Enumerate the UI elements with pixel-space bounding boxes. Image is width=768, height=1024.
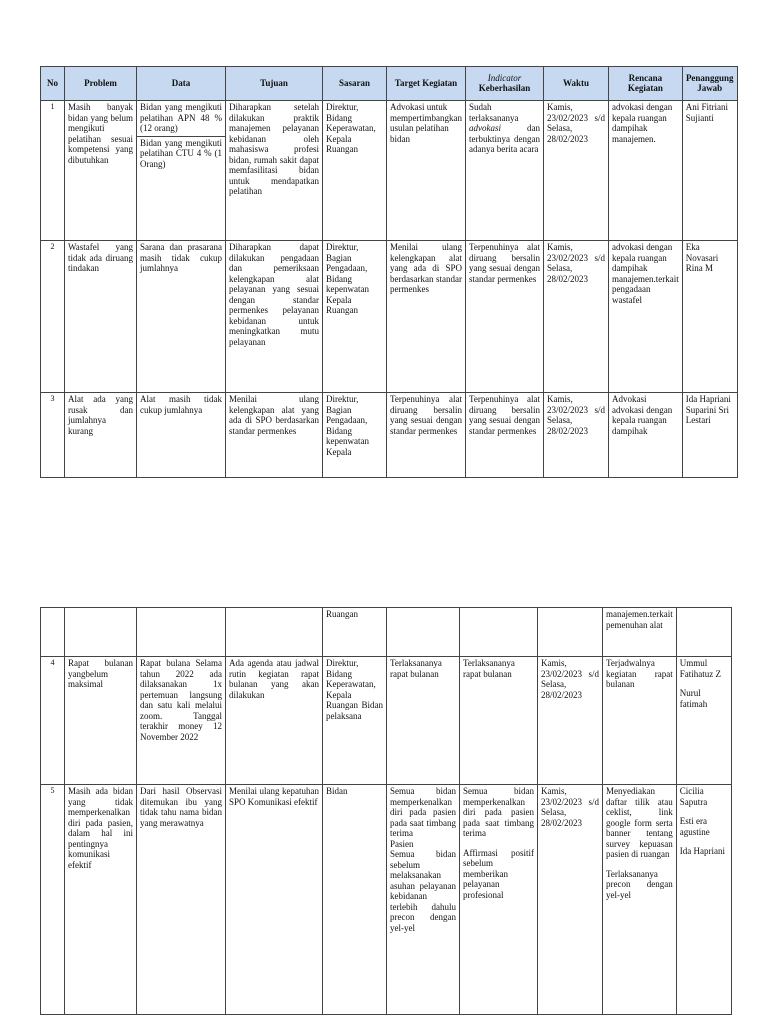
row-number: 1 (41, 101, 65, 241)
cell-waktu: Kamis, 23/02/2023 s/d Selasa, 28/02/2023 (543, 241, 608, 393)
cell-target: Advokasi untuk mempertimbangkan usulan pelatihan bidan (387, 101, 466, 241)
row-number: 4 (41, 657, 65, 785)
cell-data: Rapat bulana Selama tahun 2022 ada dilaksanakan 1x pertemuan langsung dan satu kali melalui zoom. Tanggal terakhir money 12 November 2022 (137, 657, 226, 785)
cell-indikator: Terlaksananya rapat bulanan (460, 657, 538, 785)
cell-problem: Masih ada bidan yang tidak memperkenalkan diri pada pasien, dalam hal ini pentingnya komunikasi efektif (65, 785, 137, 1015)
header-data: Data (137, 67, 226, 101)
header-penanggung-jawab: Penanggung Jawab (682, 67, 737, 101)
pj-name: Nurul fatimah (679, 688, 708, 709)
program-table-page-1 (40, 66, 738, 478)
cell-problem: Rapat bulanan yangbelum maksimal (65, 657, 137, 785)
cell-indikator (465, 101, 543, 241)
header-indikator-bold: Keberhasilan (478, 82, 531, 93)
table-row (41, 785, 732, 1015)
table-row (41, 657, 732, 785)
header-row (41, 67, 738, 101)
header-problem: Problem (65, 67, 137, 101)
rencana-line: Menyediakan daftar tilik atau ceklist, link google form serta banner tentang survey kepuasan pasien di ruangan (606, 786, 673, 860)
pj-name: Ummul Fatihatuz Z (679, 658, 721, 679)
cell-rencana: Advokasi advokasi dengan kepala ruangan dampihak (608, 393, 682, 478)
cell-tujuan: Menilai ulang kepatuhan SPO Komunikasi efektif (226, 785, 323, 1015)
header-waktu: Waktu (543, 67, 608, 101)
cell-tujuan: Ada agenda atau jadwal rutin kegiatan rapat bulanan yang akan dilakukan (226, 657, 323, 785)
indikator-line: Semua bidan memperkenalkan diri pada pasien pada saat timbang terima (463, 786, 534, 839)
target-line: Semua bidan memperkenalkan diri pada pasien pada saat timbang terima (390, 786, 456, 839)
cell-penanggung-jawab: Ida Hapriani Suparini Sri Lestari (682, 393, 737, 478)
cell-indikator: Terpenuhinya alat diruang bersalin yang sesuai dengan standar permenkes (465, 241, 543, 393)
cell-empty (387, 608, 460, 657)
row-number: 2 (41, 241, 65, 393)
cell-problem: Masih banyak bidan yang belum mengikuti pelatihan sesuai kompetensi yang dibutuhkan (65, 101, 137, 241)
cell-tujuan: Diharapkan setelah dilakukan praktik manajemen pelayanan kebidanan oleh mahasiswa profesi bidan, rumah sakit dapat memfasilitasi bidan untuk mendapatkan pelatihan (226, 101, 323, 241)
cell-empty (538, 608, 603, 657)
cell-problem: Wastafel yang tidak ada diruang tindakan (65, 241, 137, 393)
header-target: Target Kegiatan (387, 67, 466, 101)
cell-sasaran: Direktur, Bidang Keperawatan, Kepala Ruangan Bidan pelaksana (323, 657, 387, 785)
pj-name: Esti era agustine (679, 816, 710, 837)
cell-tujuan: Diharapkan dapat dilakukan pengadaan dan pemeriksaan kelengkapan alat pelayanan yang sesuai dengan standar permenkes pelayanan kebidanan untuk meningkatkan mutu pelayanan (226, 241, 323, 393)
pj-name: Ida Hapriani (679, 846, 725, 857)
cell-rencana (603, 785, 677, 1015)
cell-empty (676, 608, 731, 657)
target-line: Pasien (390, 838, 414, 849)
cell-empty (226, 608, 323, 657)
indikator-text-pre: Sudah terlaksananya (468, 102, 519, 123)
cell-penanggung-jawab: Eka Novasari Rina M (682, 241, 737, 393)
cell-indikator (460, 785, 538, 1015)
cell-waktu: Kamis, 23/02/2023 s/d Selasa, 28/02/2023 (538, 785, 603, 1015)
row-number: 5 (41, 785, 65, 1015)
cell-rencana: advokasi dengan kepala ruangan dampihak manajemen.terkait pengadaan wastafel (608, 241, 682, 393)
table-row (41, 101, 738, 241)
program-table-page-2 (40, 607, 732, 1015)
indikator-text-post: dan terbuktinya dengan adanya berita acara (468, 123, 540, 155)
cell-data: Alat masih tidak cukup jumlahnya (137, 393, 226, 478)
pj-name: Cicilia Saputra (679, 786, 708, 807)
cell-sasaran: Direktur, Bagian Pengadaan, Bidang kepenwatan Kepala Ruangan (323, 241, 387, 393)
header-no: No (41, 67, 65, 101)
cell-rencana: Terjadwalnya kegiatan rapat bulanan (603, 657, 677, 785)
cell-penanggung-jawab: Ani Fitriani Sujianti (682, 101, 737, 241)
header-indikator-italic: Indicator (487, 72, 522, 83)
cell-target (387, 785, 460, 1015)
header-indikator (465, 67, 543, 101)
cell-data-ctu: Bidan yang mengikuti pelatihan CTU 4 % (1 Orang) (137, 136, 225, 170)
table-row (41, 393, 738, 478)
cell-tujuan: Menilai ulang kelengkapan alat yang ada di SPO berdasarkan standar permenkes (226, 393, 323, 478)
cell-rencana: manajemen.terkait pemenuhan alat (603, 608, 677, 657)
header-tujuan: Tujuan (226, 67, 323, 101)
cell-data: Sarana dan prasarana masih tidak cukup jumlahnya (137, 241, 226, 393)
cell-penanggung-jawab (676, 785, 731, 1015)
header-rencana: Rencana Kegiatan (608, 67, 682, 101)
cell-penanggung-jawab (676, 657, 731, 785)
cell-target: Terpenuhinya alat diruang bersalin yang sesuai dengan standar permenkes (387, 393, 466, 478)
cell-sasaran: Direktur, Bagian Pengadaan, Bidang kepenwatan Kepala (323, 393, 387, 478)
cell-data (137, 101, 226, 241)
cell-waktu: Kamis, 23/02/2023 s/d Selasa, 28/02/2023 (543, 393, 608, 478)
indikator-line: Affirmasi positif sebelum memberikan pelayanan profesional (463, 847, 534, 900)
cell-sasaran: Ruangan (323, 608, 387, 657)
cell-data: Dari hasil Observasi ditemukan ibu yang tidak tahu nama bidan yang merawatnya (137, 785, 226, 1015)
continued-row (41, 608, 732, 657)
cell-waktu: Kamis, 23/02/2023 s/d Selasa, 28/02/2023 (543, 101, 608, 241)
cell-target: Menilai ulang kelengkapan alat yang ada di SPO berdasarkan standar permenkes (387, 241, 466, 393)
header-sasaran: Sasaran (323, 67, 387, 101)
cell-empty (460, 608, 538, 657)
cell-sasaran: Direktur, Bidang Keperawatan, Kepala Ruangan (323, 101, 387, 241)
row-number: 3 (41, 393, 65, 478)
indikator-text-italic: advokasi (468, 123, 501, 134)
cell-waktu: Kamis, 23/02/2023 s/d Selasa, 28/02/2023 (538, 657, 603, 785)
cell-sasaran: Bidan (323, 785, 387, 1015)
cell-empty (65, 608, 137, 657)
target-line: Semua bidan sebelum melaksanakan asuhan pelayanan kebidanan terlebih dahulu precon dengan yel-yel (390, 849, 456, 933)
cell-indikator: Terpenuhinya alat diruang bersalin yang sesuai dengan standar permenkes (465, 393, 543, 478)
cell-data-apn: Bidan yang mengikuti pelatihan APN 48 % (12 orang) (140, 102, 222, 134)
cell-problem: Alat ada yang rusak dan jumlahnya kurang (65, 393, 137, 478)
cell-target: Terlaksananya rapat bulanan (387, 657, 460, 785)
table-row (41, 241, 738, 393)
cell-empty (137, 608, 226, 657)
cell-empty (41, 608, 65, 657)
rencana-line: Terlaksananya precon dengan yel-yel (606, 868, 673, 900)
cell-rencana: advokasi dengan kepala ruangan dampihak manajemen. (608, 101, 682, 241)
